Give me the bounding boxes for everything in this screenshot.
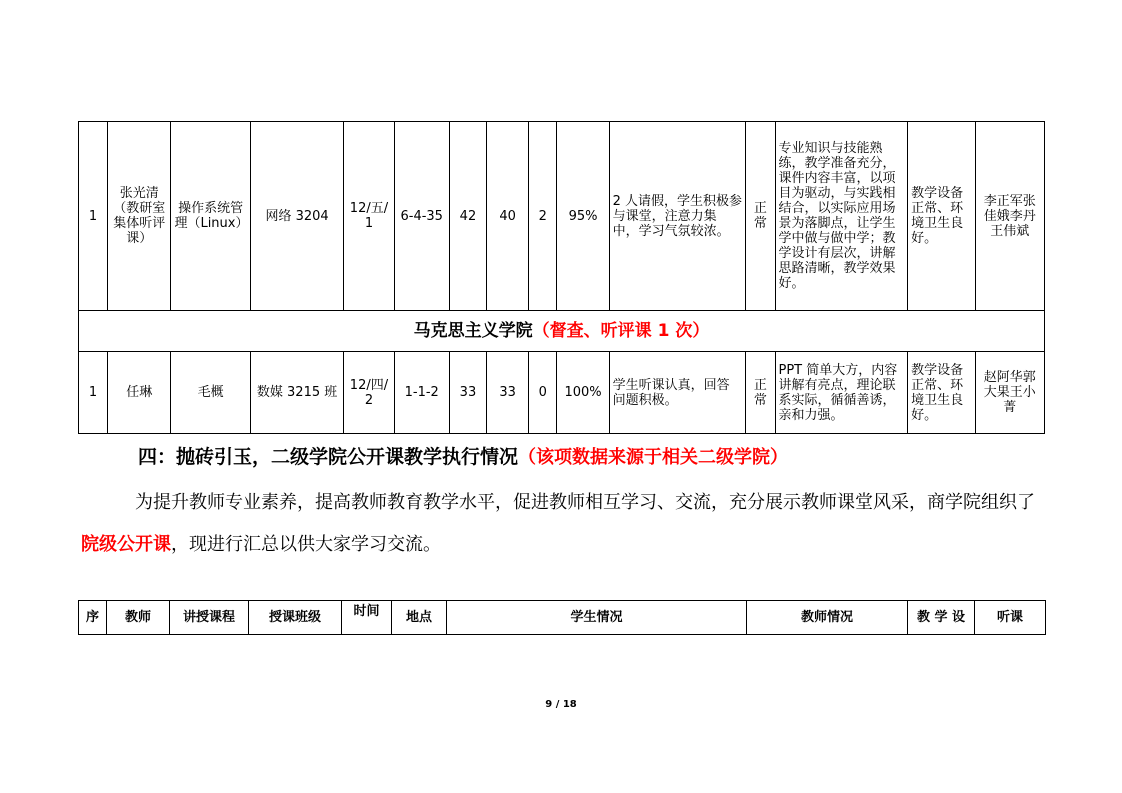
attendance-rate-cell: 100% xyxy=(557,352,609,434)
teacher-cell: 任琳 xyxy=(108,352,171,434)
page-number: 9 / 18 xyxy=(545,699,577,710)
header-cell: 地点 xyxy=(392,601,447,635)
order-text: 正常 xyxy=(753,201,767,231)
college-note: （督查、听评课 1 次） xyxy=(532,320,710,341)
header-cell: 听课 xyxy=(975,601,1046,635)
paragraph-text-after: ，现进行汇总以供大家学习交流。 xyxy=(171,534,441,555)
college-row xyxy=(79,311,1045,352)
header-cell: 教师情况 xyxy=(747,601,908,635)
header-cell: 序 xyxy=(79,601,107,635)
teacher-situation-cell: 专业知识与技能熟练，教学准备充分，课件内容丰富，以项目为驱动，与实践相结合，以实际应用场景为落脚点，让学生学中做与做中学；教学设计有层次，讲解思路清晰，教学效果好。 xyxy=(775,122,908,311)
expected-count-cell: 42 xyxy=(449,122,486,311)
expected-count-cell: 33 xyxy=(449,352,486,434)
open-class-table xyxy=(78,600,1046,635)
row-number: 1 xyxy=(79,352,108,434)
time-cell: 12/四/2 xyxy=(344,352,394,434)
listeners-cell: 李正军张佳娥李丹王伟斌 xyxy=(975,122,1044,311)
header-cell: 教 学 设 xyxy=(908,601,975,635)
course-cell: 毛概 xyxy=(171,352,250,434)
section-heading-title: 四：抛砖引玉，二级学院公开课教学执行情况 xyxy=(138,446,519,468)
actual-count-cell: 33 xyxy=(487,352,529,434)
header-cell: 时间 xyxy=(342,601,392,635)
college-header xyxy=(79,311,1045,352)
table-row xyxy=(79,352,1045,434)
header-cell: 教师 xyxy=(107,601,170,635)
place-cell: 6-4-35 xyxy=(394,122,449,311)
equipment-cell: 教学设备正常、环境卫生良好。 xyxy=(908,122,975,311)
teacher-situation-cell: PPT 简单大方，内容讲解有亮点，理论联系实际，循循善诱，亲和力强。 xyxy=(775,352,908,434)
student-situation-cell: 学生听课认真，回答问题积极。 xyxy=(609,352,746,434)
order-text: 正常 xyxy=(753,377,767,408)
teacher-cell: 张光清（教研室集体听评课） xyxy=(108,122,171,311)
table-header-row xyxy=(79,601,1046,635)
place-cell: 1-1-2 xyxy=(394,352,449,434)
inspection-table xyxy=(78,121,1045,434)
header-cell: 学生情况 xyxy=(447,601,747,635)
actual-count-cell: 40 xyxy=(487,122,529,311)
absent-count-cell: 2 xyxy=(529,122,557,311)
section-heading-note: （该项数据来源于相关二级学院） xyxy=(518,447,789,468)
paragraph-highlight: 院级公开课 xyxy=(81,534,171,555)
order-cell xyxy=(746,122,775,311)
time-cell: 12/五/1 xyxy=(344,122,394,311)
paragraph-text-before: 为提升教师专业素养，提高教师教育教学水平，促进教师相互学习、交流，充分展示教师课堂风采，商学院组织了 xyxy=(135,492,1035,513)
listeners-cell: 赵阿华郭大果王小菁 xyxy=(975,352,1044,434)
absent-count-cell: 0 xyxy=(529,352,557,434)
course-cell: 操作系统管理（Linux） xyxy=(171,122,250,311)
class-cell: 网络 3204 xyxy=(250,122,343,311)
attendance-rate-cell: 95% xyxy=(557,122,609,311)
class-cell: 数媒 3215 班 xyxy=(250,352,343,434)
equipment-cell: 教学设备正常、环境卫生良好。 xyxy=(908,352,975,434)
header-cell: 授课班级 xyxy=(249,601,342,635)
section-paragraph xyxy=(81,482,1041,566)
order-cell xyxy=(746,352,775,434)
header-cell: 讲授课程 xyxy=(170,601,249,635)
section-heading xyxy=(138,442,788,469)
student-situation-cell: 2 人请假，学生积极参与课堂，注意力集中，学习气氛较浓。 xyxy=(609,122,746,311)
table-row xyxy=(79,122,1045,311)
college-name: 马克思主义学院 xyxy=(413,320,533,341)
row-number: 1 xyxy=(79,122,108,311)
